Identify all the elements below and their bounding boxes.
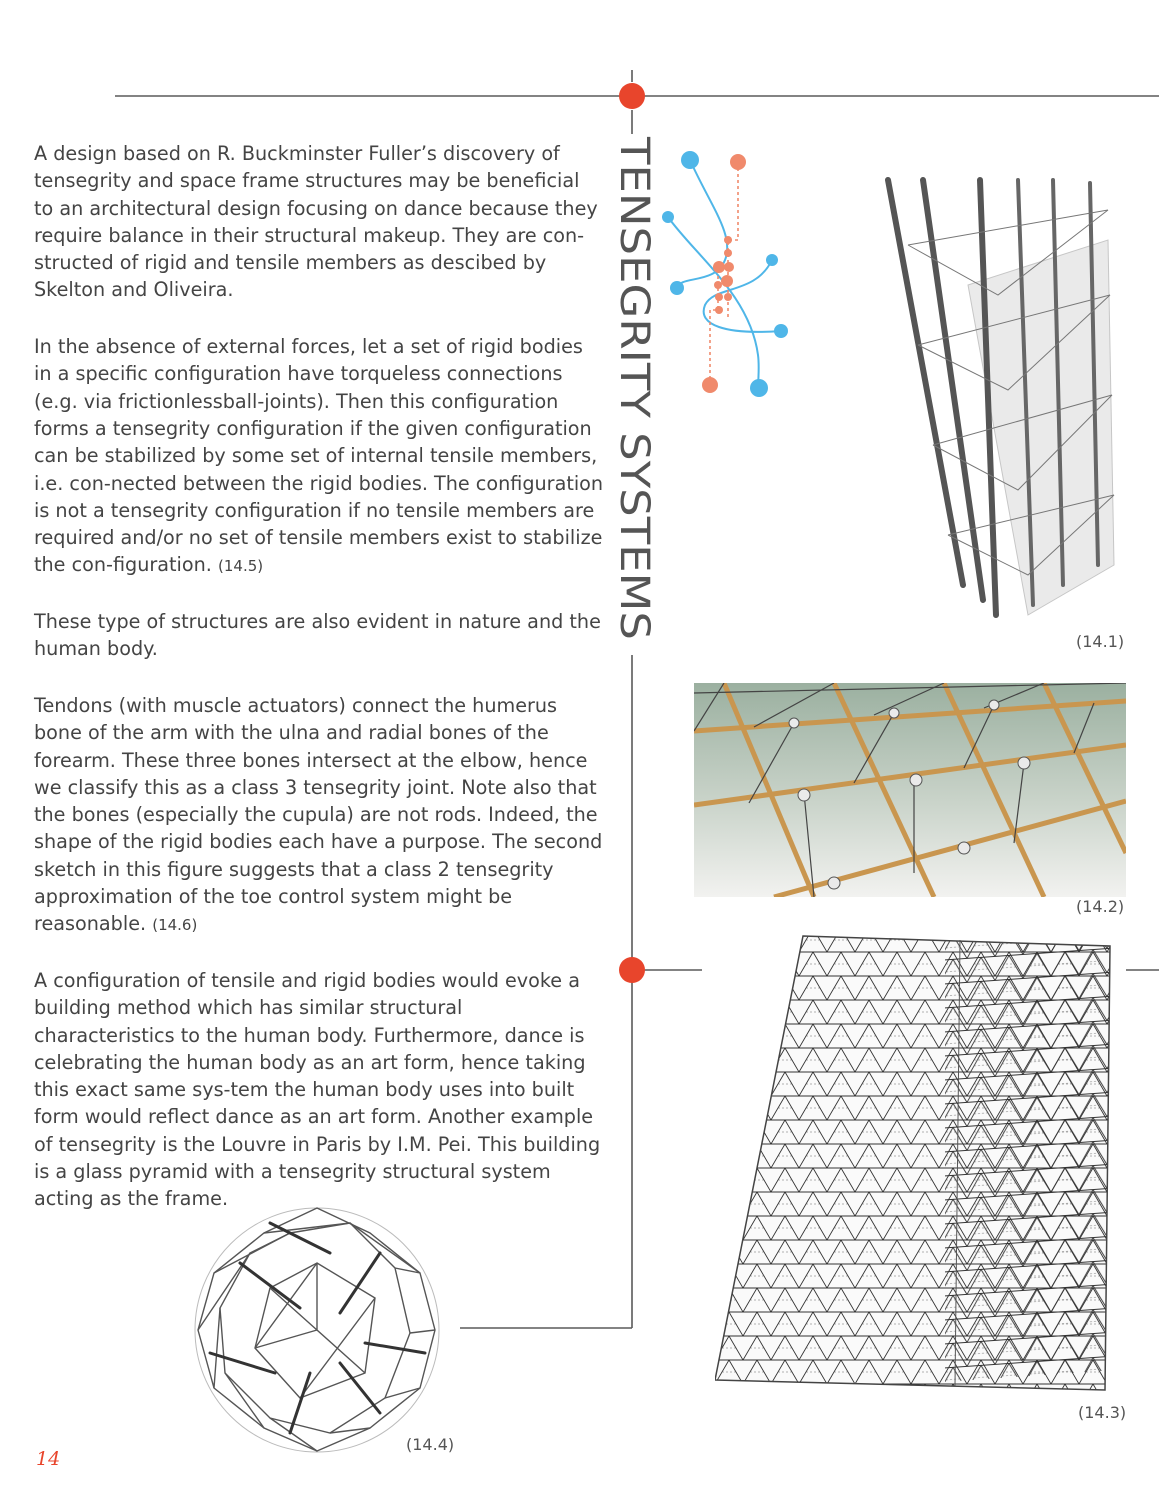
caption-14-3: (14.3) <box>1078 1403 1127 1422</box>
section-title <box>602 134 662 644</box>
red-dot-top <box>619 83 645 109</box>
caption-14-2: (14.2) <box>1076 897 1125 916</box>
paragraph-1: A design based on R. Buckminster Fuller’s discovery of tensegrity and space frame structures may be beneficial to an architectural design focusing on dance because they require balance in their structural makeup. They are con-structed of rigid and tensile members as descibed by Skelton and Oliveira. <box>34 142 598 302</box>
reference-14-5: (14.5) <box>218 557 264 576</box>
caption-14-1: (14.1) <box>1076 632 1125 651</box>
figure-14-1-image <box>878 145 1128 625</box>
section-title-text: TENSEGRITY SYSTEMS <box>611 137 657 585</box>
figure-14-3-image <box>715 928 1127 1398</box>
red-dot-middle <box>619 957 645 983</box>
paragraph-4: Tendons (with muscle actuators) connect the humerus bone of the arm with the ulna and radial bones of the forearm. These three bones intersect at the elbow, hence we classify this as a class 3 tensegrity joint. Note also that the bones (especially the cupula) are not rods. Indeed, the shape of the rigid bodies each have a purpose. The second sketch in this figure suggests that a class 2 tensegrity approximation of the toe control system might be reasonable. (14.6) <box>34 693 603 936</box>
tensegrity-icon <box>655 145 790 405</box>
figure-14-4-image <box>180 1193 455 1465</box>
paragraph-2: In the absence of external forces, let a set of rigid bodies in a specific configuration have torqueless connections (e.g. via frictionlessball-joints). Then this configuration forms a tensegrity configuration if the given configuration can be stabilized by some set of internal tensile members, i.e. con-nected between the rigid bodies. The configuration is not a tensegrity configuration if no tensile members are required and/or no set of tensile members exist to stabilize the con-figuration. (14.5) <box>34 335 604 577</box>
figure-14-2-image <box>694 683 1126 897</box>
body-text <box>34 140 604 1242</box>
paragraph-5: A configuration of tensile and rigid bodies would evoke a building method which has similar structural characteristics to the human body. Furthermore, dance is celebrating the human body as an art form, hence taking this exact same sys-tem the human body uses into built form would reflect dance as an art form. Another example of tensegrity is the Louvre in Paris by I.M. Pei. This building is a glass pyramid with a tensegrity structural system acting as the frame. <box>34 968 601 1211</box>
caption-14-4: (14.4) <box>406 1435 455 1454</box>
paragraph-3: These type of structures are also evident in nature and the human body. <box>34 610 601 661</box>
reference-14-6: (14.6) <box>152 916 198 935</box>
page-number: 14 <box>36 1448 61 1470</box>
